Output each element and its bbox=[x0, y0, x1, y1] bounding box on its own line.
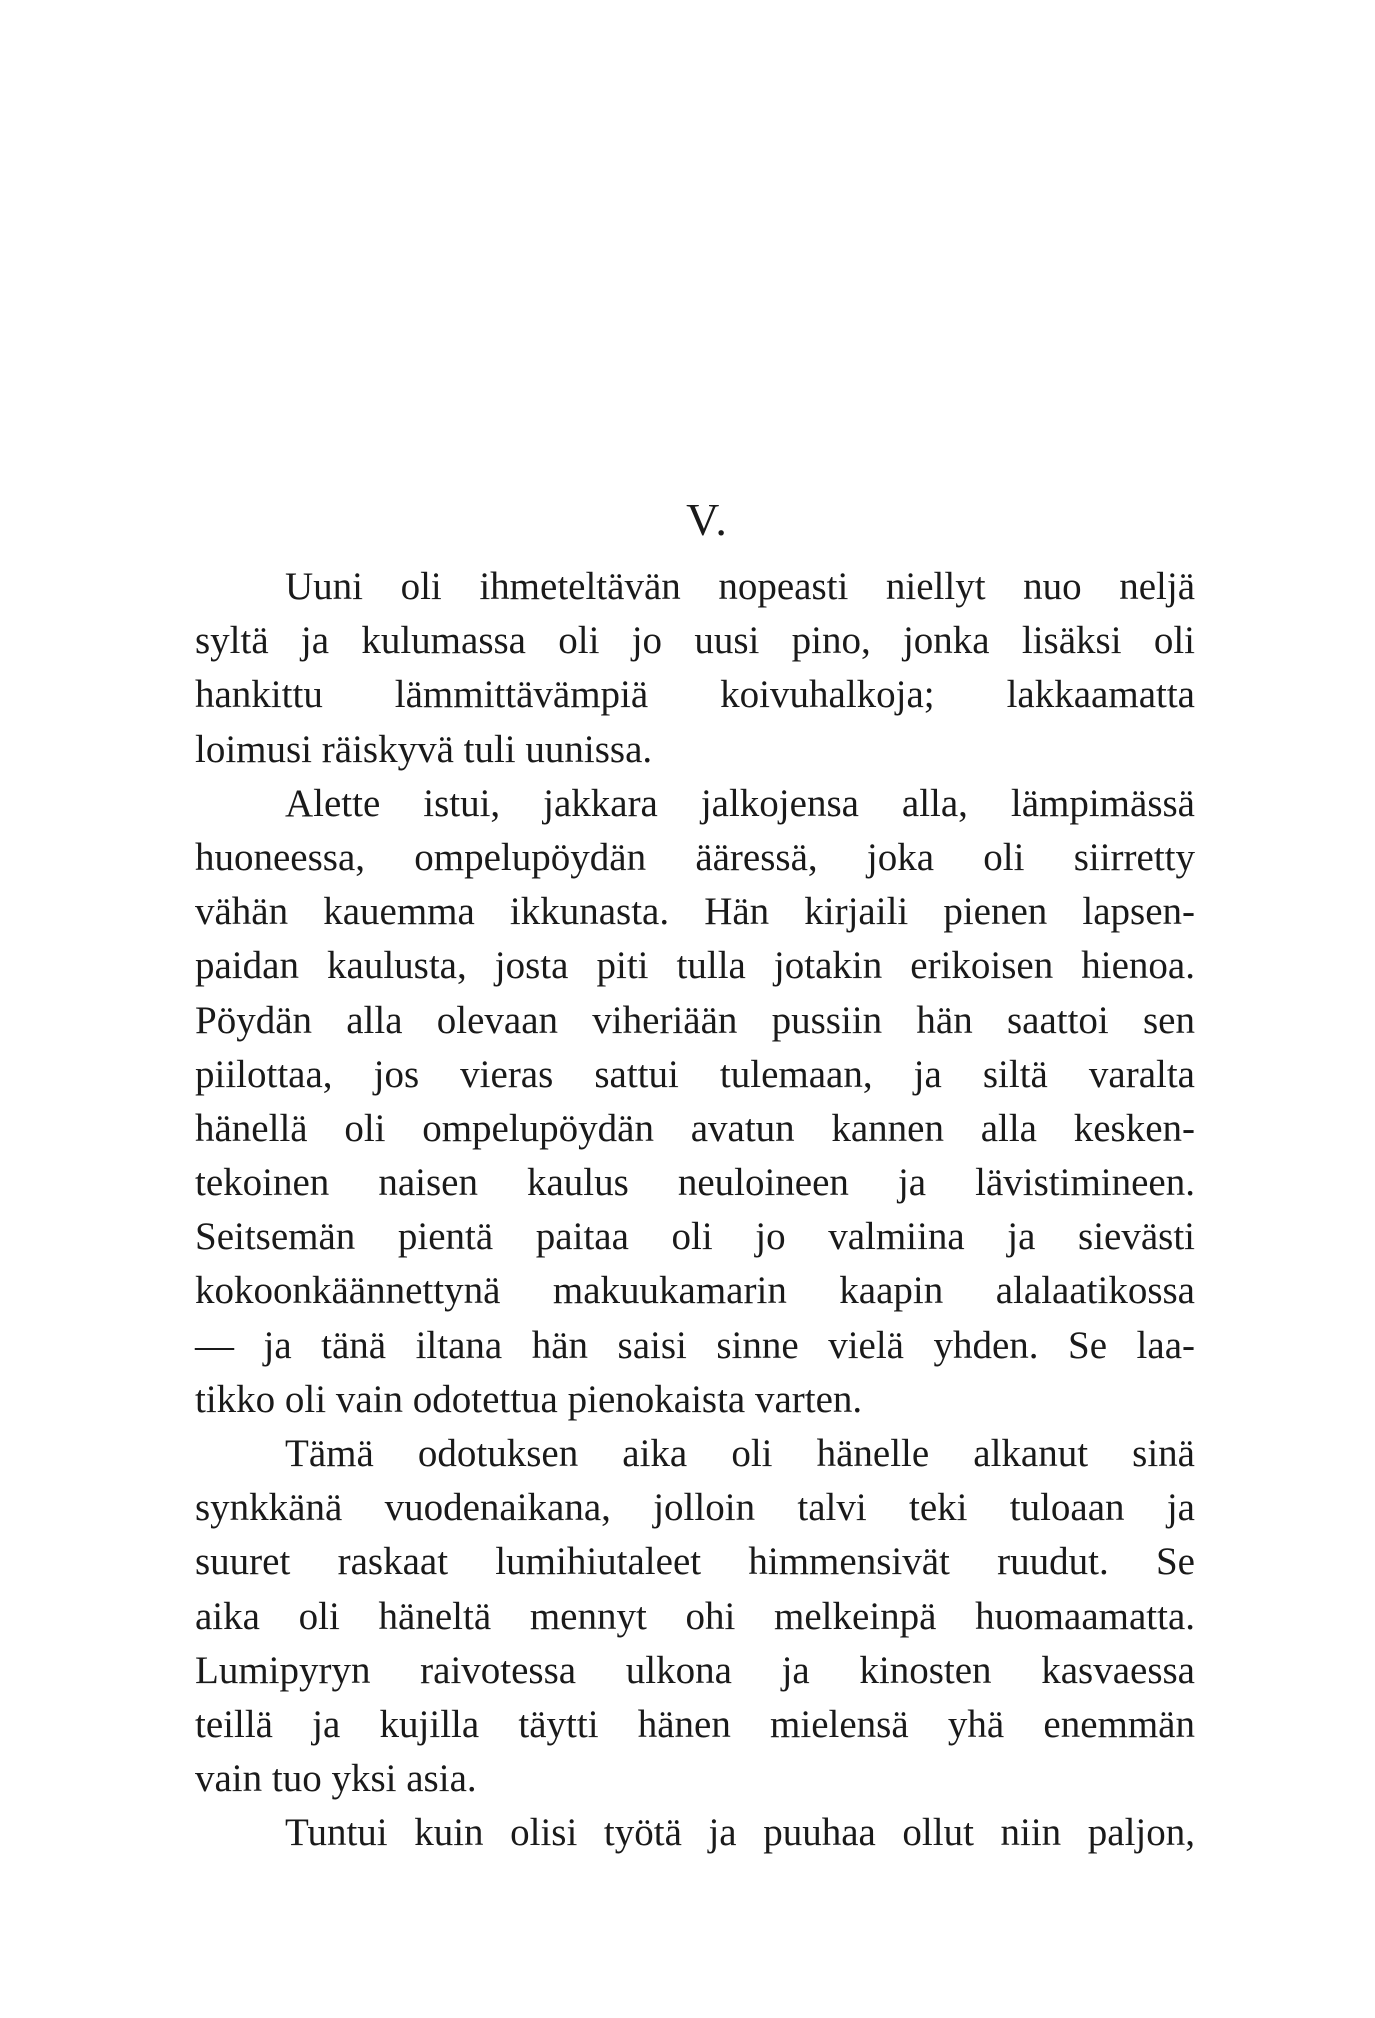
text-line: — ja tänä iltana hän saisi sinne vielä yhden. Se laa- bbox=[195, 1323, 1195, 1367]
text-line: teillä ja kujilla täytti hänen mielensä yhä enemmän bbox=[195, 1702, 1195, 1746]
text-line: Seitsemän pientä paitaa oli jo valmiina ja sievästi bbox=[195, 1215, 1195, 1259]
text-line: Alette istui, jakkara jalkojensa alla, lämpimässä bbox=[285, 781, 1195, 825]
text-line: hankittu lämmittävämpiä koivuhalkoja; lakkaamatta bbox=[195, 673, 1195, 717]
text-line: aika oli häneltä mennyt ohi melkeinpä huomaamatta. bbox=[195, 1594, 1195, 1638]
text-line: Lumipyryn raivotessa ulkona ja kinosten kasvaessa bbox=[195, 1648, 1195, 1692]
body-text bbox=[195, 560, 1195, 1861]
text-line: piilottaa, jos vieras sattui tulemaan, ja siltä varalta bbox=[195, 1052, 1195, 1096]
text-line: kokoonkäännettynä makuukamarin kaapin alalaatikossa bbox=[195, 1269, 1195, 1313]
text-line: Uuni oli ihmeteltävän nopeasti niellyt nuo neljä bbox=[285, 565, 1195, 608]
text-line: tikko oli vain odotettua pienokaista varten. bbox=[195, 1377, 863, 1421]
chapter-heading: V. bbox=[686, 494, 729, 545]
text-line: vain tuo yksi asia. bbox=[195, 1757, 477, 1801]
text-line: huoneessa, ompelupöydän ääressä, joka oli siirretty bbox=[195, 835, 1195, 879]
text-line: Pöydän alla olevaan viheriään pussiin hän saattoi sen bbox=[195, 998, 1195, 1042]
text-line: tekoinen naisen kaulus neuloineen ja lävistimineen. bbox=[195, 1161, 1195, 1205]
text-line: paidan kaulusta, josta piti tulla jotakin erikoisen hienoa. bbox=[195, 944, 1195, 988]
text-line: Tuntui kuin olisi työtä ja puuhaa ollut niin paljon, bbox=[285, 1811, 1195, 1855]
text-line: loimusi räiskyvä tuli uunissa. bbox=[195, 727, 653, 771]
text-line: Tämä odotuksen aika oli hänelle alkanut sinä bbox=[285, 1432, 1195, 1475]
text-line: syltä ja kulumassa oli jo uusi pino, jonka lisäksi oli bbox=[195, 619, 1195, 663]
text-line: hänellä oli ompelupöydän avatun kannen alla kesken- bbox=[195, 1106, 1195, 1150]
text-line: suuret raskaat lumihiutaleet himmensivät ruudut. Se bbox=[195, 1540, 1195, 1584]
text-line: synkkänä vuodenaikana, jolloin talvi teki tuloaan ja bbox=[195, 1486, 1195, 1530]
text-line: vähän kauemma ikkunasta. Hän kirjaili pienen lapsen- bbox=[195, 890, 1195, 934]
